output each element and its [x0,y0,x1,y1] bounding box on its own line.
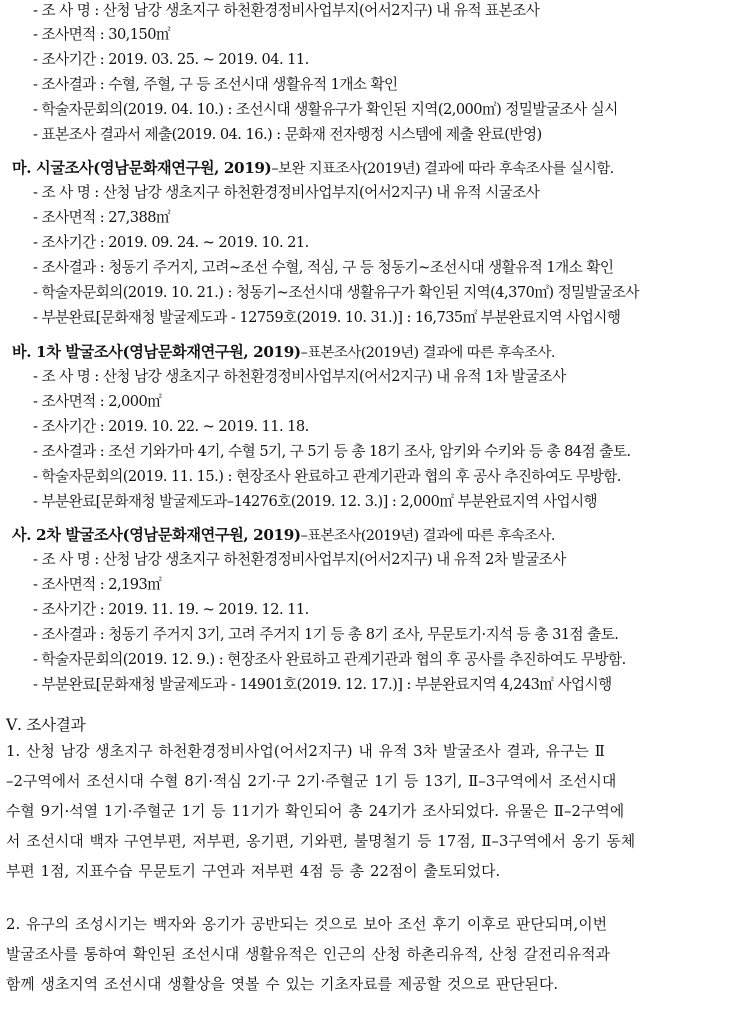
survey-name-item: - 조 사 명 : 산청 남강 생초지구 하천환경정비사업부지(어서2지구) 내 유적 표본조사 [33,2,540,19]
survey-name-item: - 조 사 명 : 산청 남강 생초지구 하천환경정비사업부지(어서2지구) 내 유적 2차 발굴조사 [33,551,566,568]
paragraph-line: 1. 산청 남강 생초지구 하천환경정비사업(어서2지구) 내 유적 3차 발굴조사 결과, 유구는 Ⅱ [6,743,605,760]
paragraph-line: 부편 1점, 지표수습 무문토기 구연과 저부편 4점 등 총 22점이 출토되었다. [6,863,501,880]
advisory-meeting-item: - 학술자문회의(2019. 04. 10.) : 조선시대 생활유구가 확인된 지역(2,000㎡) 정밀발굴조사 실시 [33,101,618,118]
partial-completion-item: - 부분완료[문화재청 발굴제도과 - 12759호(2019. 10. 31.)] : 16,735㎡ 부분완료지역 사업시행 [33,309,621,326]
section-heading-ba-title: 바. 1차 발굴조사(영남문화재연구원, 2019) [12,343,301,361]
results-section-title: Ⅴ. 조사결과 [6,716,86,734]
paragraph-line: 발굴조사를 통하여 확인된 조선시대 생활유적은 인근의 산청 하촌리유적, 산청 갈전리유적과 [6,946,611,963]
results-paragraph-1 [6,737,742,887]
results-paragraph-2 [6,910,742,1000]
section-heading-ba-note: –표본조사(2019년) 결과에 따른 후속조사. [300,345,555,361]
paragraph-line: 서 조선시대 백자 구연부편, 저부편, 옹기편, 기와편, 불명철기 등 17점, Ⅱ–3구역에서 옹기 동체 [6,833,636,850]
paragraph-line: 2. 유구의 조성시기는 백자와 옹기가 공반되는 것으로 보아 조선 후기 이후로 판단되며,이번 [6,916,608,933]
survey-area-item: - 조사면적 : 30,150㎡ [33,26,171,43]
advisory-meeting-item: - 학술자문회의(2019. 11. 15.) : 현장조사 완료하고 관계기관과 협의 후 공사 추진하여도 무방함. [33,468,621,485]
partial-completion-item: - 부분완료[문화재청 발굴제도과 - 14901호(2019. 12. 17.)] : 부분완료지역 4,243㎡ 사업시행 [33,676,612,693]
survey-area-item: - 조사면적 : 27,388㎡ [33,209,171,226]
section-heading-ma-note: –보완 지표조사(2019년) 결과에 따라 후속조사를 실시함. [271,161,614,177]
survey-result-item: - 조사결과 : 청동기 주거지, 고려~조선 수혈, 적심, 구 등 청동기~조선시대 생활유적 1개소 확인 [33,259,614,276]
advisory-meeting-item: - 학술자문회의(2019. 12. 9.) : 현장조사 완료하고 관계기관과 협의 후 공사를 추진하여도 무방함. [33,651,626,668]
survey-area-item: - 조사면적 : 2,000㎡ [33,393,162,410]
section-heading-ma [12,157,750,180]
survey-period-item: - 조사기간 : 2019. 03. 25. ~ 2019. 04. 11. [33,51,309,68]
paragraph-line: –2구역에서 조선시대 수혈 8기·적심 2기·구 2기·주혈군 1기 등 13기, Ⅱ–3구역에서 조선시대 [6,773,617,790]
survey-result-item: - 조사결과 : 청동기 주거지 3기, 고려 주거지 1기 등 총 8기 조사, 무문토기·지석 등 총 31점 출토. [33,626,619,643]
survey-name-item: - 조 사 명 : 산청 남강 생초지구 하천환경정비사업부지(어서2지구) 내 유적 시굴조사 [33,184,540,201]
section-heading-sa [12,524,750,547]
survey-period-item: - 조사기간 : 2019. 09. 24. ~ 2019. 10. 21. [33,234,309,251]
section-heading-ba [12,341,750,364]
paragraph-line: 함께 생초지역 조선시대 생활상을 엿볼 수 있는 기초자료를 제공할 것으로 판단된다. [6,976,559,993]
survey-result-item: - 조사결과 : 조선 기와가마 4기, 수혈 5기, 구 5기 등 총 18기 조사, 암키와 수키와 등 총 84점 출토. [33,443,631,460]
paragraph-line: 수혈 9기·석열 1기·주혈군 1기 등 11기가 확인되어 총 24기가 조사되었다. 유물은 Ⅱ–2구역에 [6,803,625,820]
advisory-meeting-item: - 학술자문회의(2019. 10. 21.) : 청동기~조선시대 생활유구가 확인된 지역(4,370㎡) 정밀발굴조사 [33,284,639,301]
partial-completion-item: - 부분완료[문화재청 발굴제도과–14276호(2019. 12. 3.)] : 2,000㎡ 부분완료지역 사업시행 [33,493,598,510]
survey-period-item: - 조사기간 : 2019. 11. 19. ~ 2019. 12. 11. [33,601,309,618]
survey-period-item: - 조사기간 : 2019. 10. 22. ~ 2019. 11. 18. [33,418,309,435]
survey-result-item: - 조사결과 : 수혈, 주혈, 구 등 조선시대 생활유적 1개소 확인 [33,76,398,93]
survey-area-item: - 조사면적 : 2,193㎡ [33,576,162,593]
survey-name-item: - 조 사 명 : 산청 남강 생초지구 하천환경정비사업부지(어서2지구) 내 유적 1차 발굴조사 [33,368,566,385]
section-heading-ma-title: 마. 시굴조사(영남문화재연구원, 2019) [12,159,272,177]
section-heading-sa-title: 사. 2차 발굴조사(영남문화재연구원, 2019) [12,526,301,544]
report-submission-item: - 표본조사 결과서 제출(2019. 04. 16.) : 문화재 전자행정 시스템에 제출 완료(반영) [33,126,542,143]
section-heading-sa-note: –표본조사(2019년) 결과에 따른 후속조사. [300,528,555,544]
